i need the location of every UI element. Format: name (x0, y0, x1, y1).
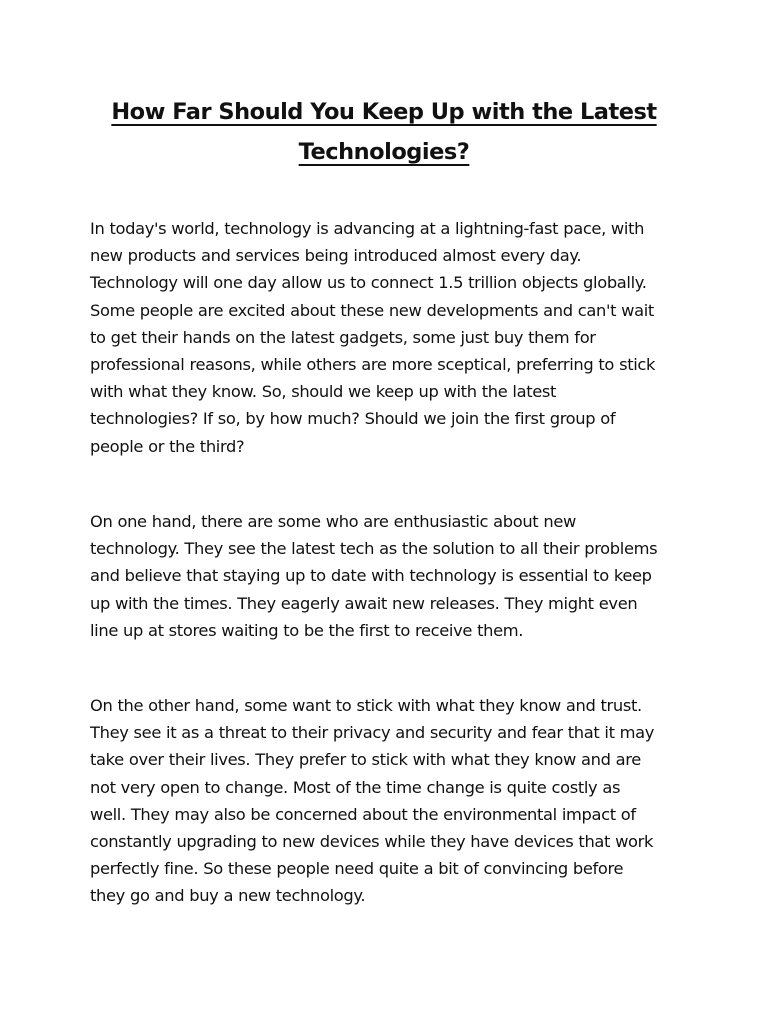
paragraph-enthusiasts: On one hand, there are some who are enthusiastic about new technology. They see the latest tech as the solution to all their problems and believe that staying up to date with technology is essential to keep up with the times. They eagerly await new releases. They might even line up at stores waiting to be the first to receive them. (90, 512, 658, 640)
paragraph-intro: In today's world, technology is advancing at a lightning-fast pace, with new products and services being introduced almost every day. Technology will one day allow us to connect 1.5 trillion objects globally. Some people are excited about these new developments and can't wait to get their hands on the latest gadgets, some just buy them for professional reasons, while others are more sceptical, preferring to stick with what they know. So, should we keep up with the latest technologies? If so, by how much? Should we join the first group of people or the third? (90, 219, 656, 456)
document-title: How Far Should You Keep Up with the Latest Technologies? (111, 99, 657, 165)
paragraph-skeptics: On the other hand, some want to stick with what they know and trust. They see it as a threat to their privacy and security and fear that it may take over their lives. They prefer to stick with what they know and are not very open to change. Most of the time change is quite costly as well. They may also be concerned about the environmental impact of constantly upgrading to new devices while they have devices that work perfectly fine. So these people need quite a bit of convincing before they go and buy a new technology. (90, 696, 655, 906)
